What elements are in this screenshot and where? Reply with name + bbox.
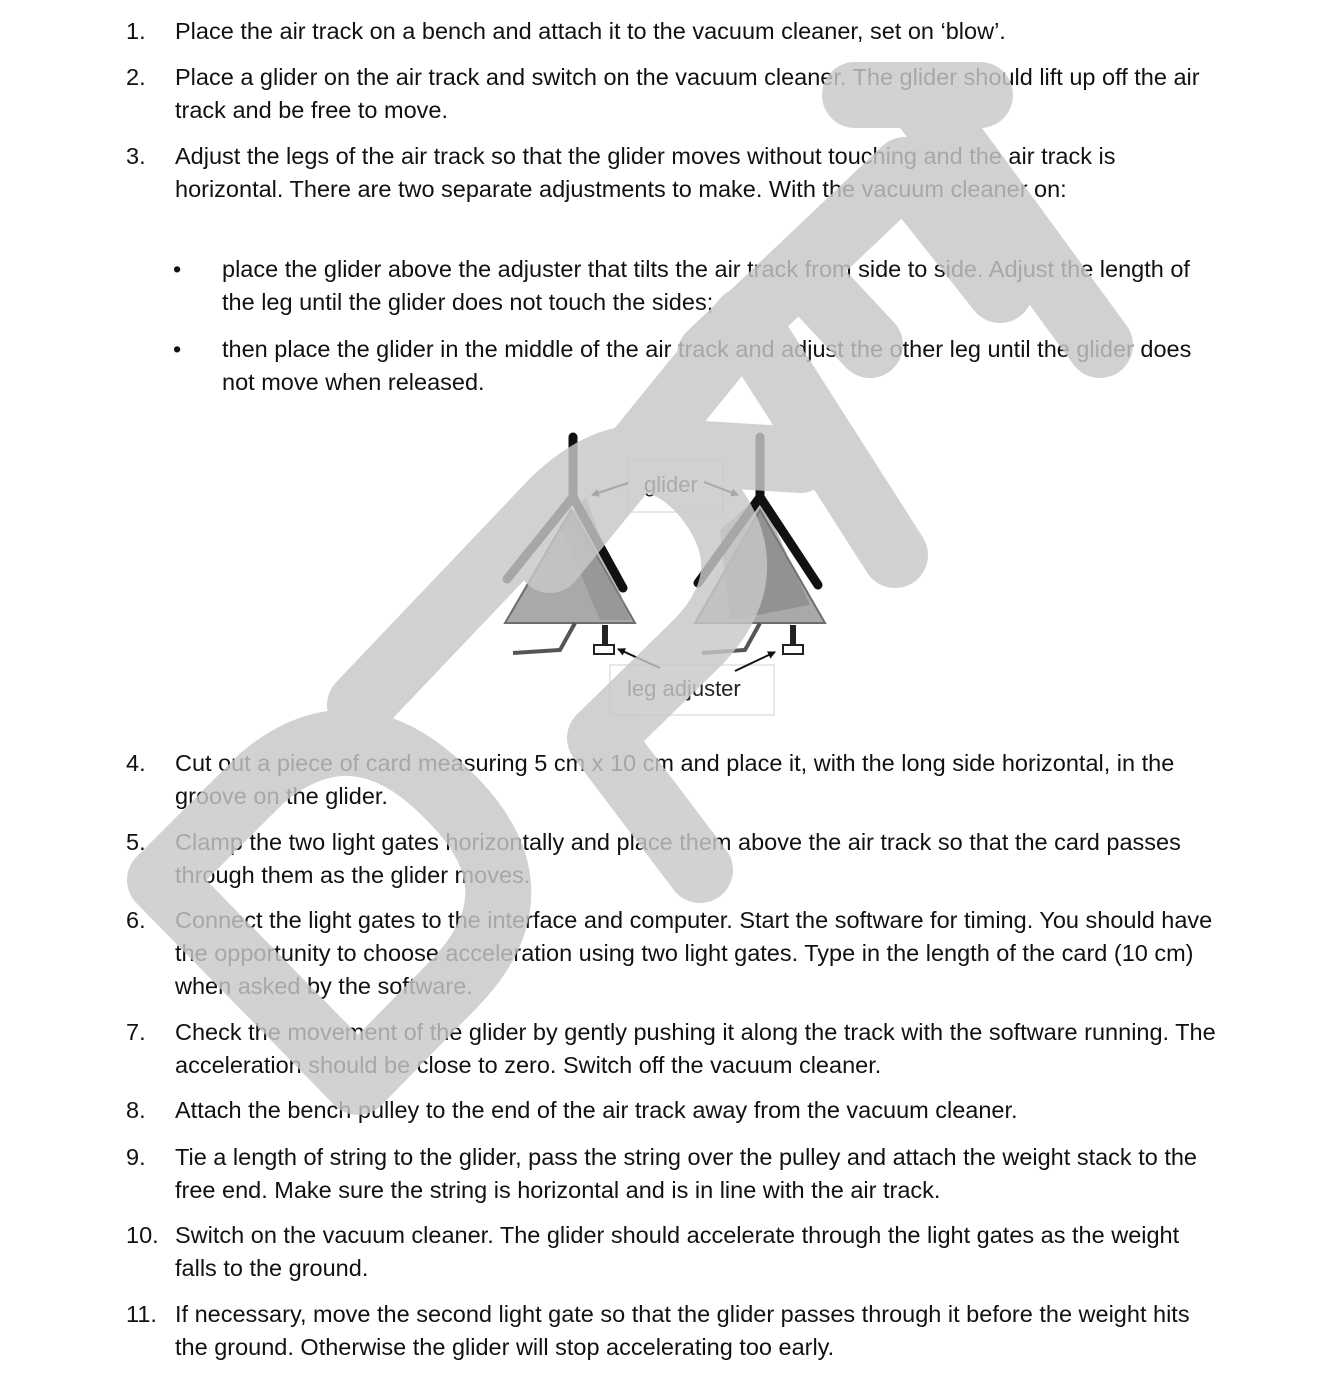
bullet-symbol: • xyxy=(173,336,182,362)
step-number: 8. xyxy=(126,1097,146,1123)
bullet-symbol: • xyxy=(173,256,182,282)
right-leg xyxy=(702,623,760,653)
step-text: If necessary, move the second light gate so that the glider passes through it before the weight hits the ground. Otherwise the glider will stop accelerating too early. xyxy=(175,1301,1190,1360)
step-number: 2. xyxy=(126,64,146,90)
step-text: Cut out a piece of card measuring 5 cm x 10 cm and place it, with the long side horizontal, in the groove on the glider. xyxy=(175,750,1175,809)
glider-label: glider xyxy=(644,472,698,497)
glider-arrow-left xyxy=(592,483,628,495)
step-number: 3. xyxy=(126,143,146,169)
step-text: Clamp the two light gates horizontally and place them above the air track so that the card passes through them as the glider moves. xyxy=(175,829,1181,888)
air-track-diagram xyxy=(490,425,850,725)
step-number: 5. xyxy=(126,829,146,855)
air-track-diagram-svg xyxy=(490,425,850,725)
bullet-text: place the glider above the adjuster that tilts the air track from side to side. Adjust the length of the leg until the glider does not touch the sides; xyxy=(222,256,1190,315)
leg-adjuster-label: leg adjuster xyxy=(627,676,741,701)
bullet-text: then place the glider in the middle of the air track and adjust the other leg until the glider does not move when released. xyxy=(222,336,1192,395)
left-leg-adjuster-post xyxy=(602,625,608,647)
step-number: 4. xyxy=(126,750,146,776)
left-leg xyxy=(513,623,575,653)
step-text: Place the air track on a bench and attach it to the vacuum cleaner, set on ‘blow’. xyxy=(175,18,1006,44)
step-text: Check the movement of the glider by gently pushing it along the track with the software running. The acceleration should be close to zero. Switch off the vacuum cleaner. xyxy=(175,1019,1216,1078)
step-text: Adjust the legs of the air track so that the glider moves without touching and the air track is horizontal. There are two separate adjustments to make. With the vacuum cleaner on: xyxy=(175,143,1116,202)
step-text: Place a glider on the air track and switch on the vacuum cleaner. The glider should lift up off the air track and be free to move. xyxy=(175,64,1200,123)
step-text: Switch on the vacuum cleaner. The glider should accelerate through the light gates as the weight falls to the ground. xyxy=(175,1222,1180,1281)
left-leg-adjuster-foot xyxy=(594,645,614,654)
step-number: 10. xyxy=(126,1222,159,1248)
step-text: Attach the bench pulley to the end of the air track away from the vacuum cleaner. xyxy=(175,1097,1018,1123)
left-glider-unit xyxy=(505,437,635,654)
step-text: Connect the light gates to the interface and computer. Start the software for timing. You should have the opportunity to choose acceleration using two light gates. Type in the length of the card (10 cm) when asked by the software. xyxy=(175,907,1213,999)
step-number: 1. xyxy=(126,18,146,44)
right-leg-adjuster-post xyxy=(790,625,796,647)
step-number: 6. xyxy=(126,907,146,933)
step-number: 7. xyxy=(126,1019,146,1045)
step-text: Tie a length of string to the glider, pass the string over the pulley and attach the weight stack to the free end. Make sure the string is horizontal and is in line with the air track. xyxy=(175,1144,1197,1203)
step-number: 9. xyxy=(126,1144,146,1170)
step-number: 11. xyxy=(126,1301,157,1327)
right-leg-adjuster-foot xyxy=(783,645,803,654)
